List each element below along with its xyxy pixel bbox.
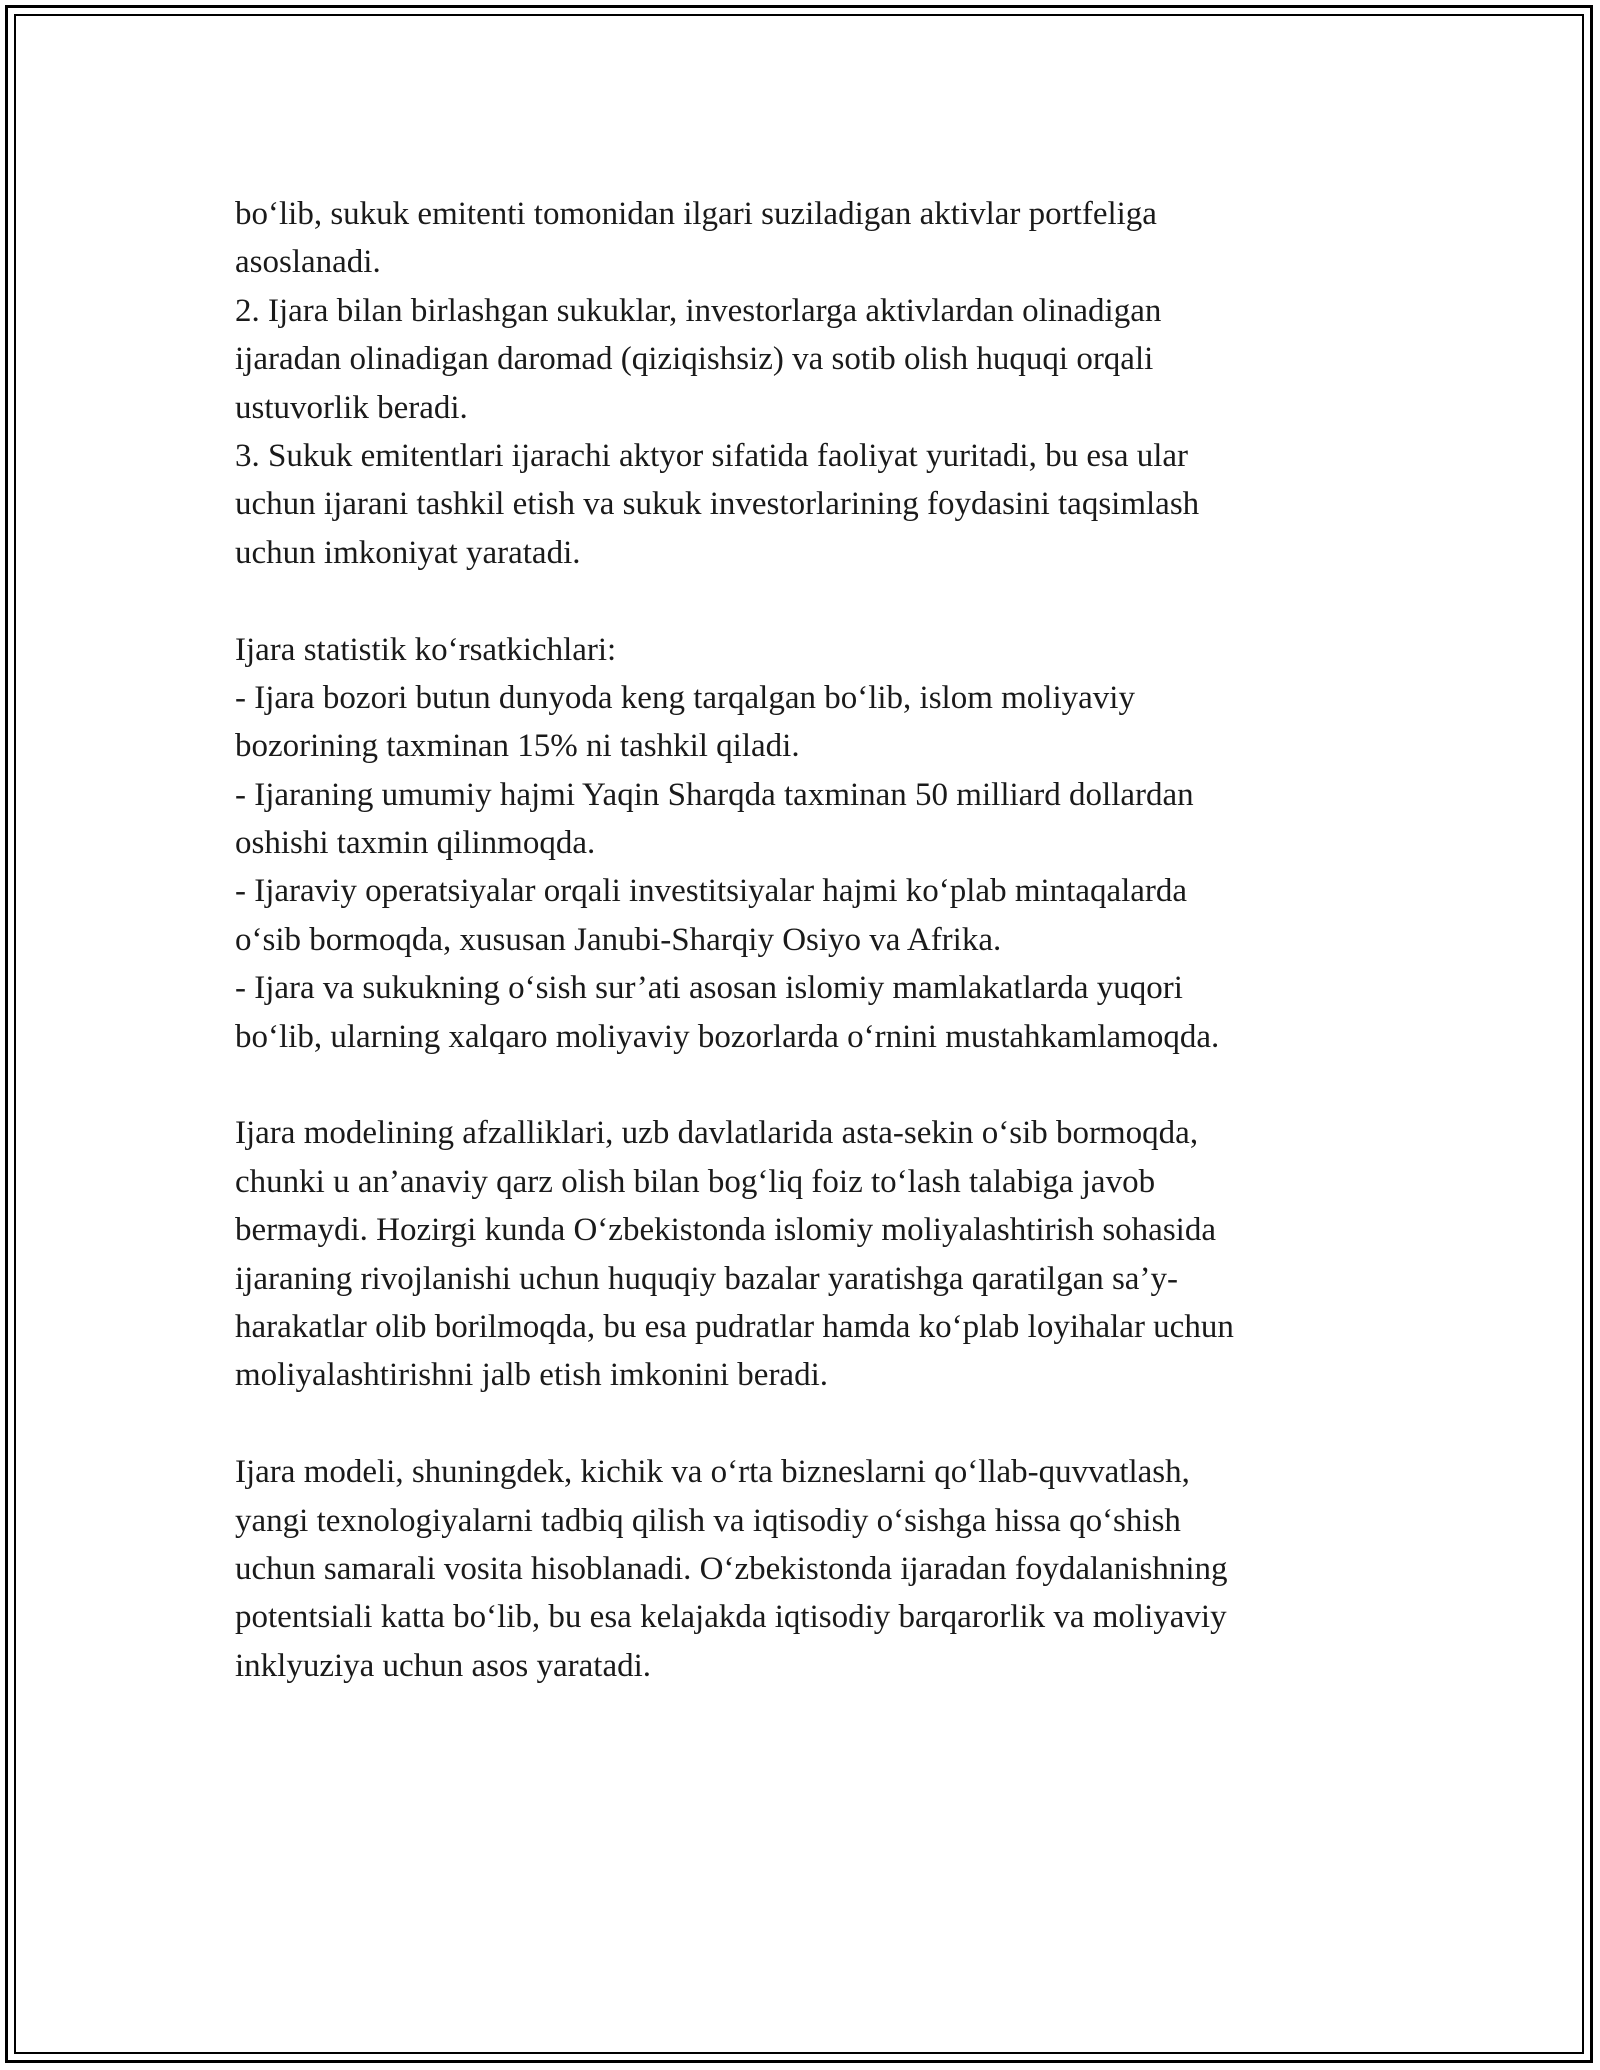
statistics-bullet	[235, 867, 1365, 964]
text-line: Ijara modelining afzalliklari, uzb davlatlarida asta-sekin o‘sib bormoqda,	[235, 1115, 1199, 1152]
text-line: chunki u an’anaviy qarz olish bilan bog‘liq foiz to‘lash talabiga javob	[235, 1163, 1156, 1200]
text-line: bo‘lib, ularning xalqaro moliyaviy bozorlarda o‘rnini mustahkamlamoqda.	[235, 1018, 1220, 1055]
statistics-section	[235, 626, 1365, 1062]
statistics-heading: Ijara statistik ko‘rsatkichlari:	[235, 631, 617, 668]
text-line: - Ijaraviy operatsiyalar orqali investitsiyalar hajmi ko‘plab mintaqalarda	[235, 873, 1188, 910]
paragraph-gap	[235, 577, 1365, 625]
text-line: uchun imkoniyat yaratadi.	[235, 534, 581, 571]
text-line: - Ijara bozori butun dunyoda keng tarqalgan bo‘lib, islom moliyaviy	[235, 679, 1135, 716]
text-line: Ijara modeli, shuningdek, kichik va o‘rta bizneslarni qo‘llab-quvvatlash,	[235, 1454, 1190, 1491]
text-line: ijaradan olinadigan daromad (qiziqishsiz) va sotib olish huquqi orqali	[235, 341, 1154, 378]
text-line: uchun samarali vosita hisoblanadi. O‘zbekistonda ijaradan foydalanishning	[235, 1550, 1228, 1587]
text-line: harakatlar olib borilmoqda, bu esa pudratlar hamda ko‘plab loyihalar uchun	[235, 1308, 1234, 1345]
text-line: ustuvorlik beradi.	[235, 389, 468, 426]
statistics-bullet	[235, 964, 1365, 1061]
text-line: ijaraning rivojlanishi uchun huquqiy bazalar yaratishga qaratilgan sa’y-	[235, 1260, 1178, 1297]
numbered-item-2	[235, 287, 1365, 432]
paragraph-gap	[235, 1061, 1365, 1109]
text-line: 2. Ijara bilan birlashgan sukuklar, investorlarga aktivlardan olinadigan	[235, 292, 1162, 329]
document-body	[235, 190, 1365, 1690]
statistics-bullet	[235, 771, 1365, 868]
numbered-item-3	[235, 432, 1365, 577]
text-line: - Ijaraning umumiy hajmi Yaqin Sharqda taxminan 50 milliard dollardan	[235, 776, 1194, 813]
text-line: bo‘lib, sukuk emitenti tomonidan ilgari suziladigan aktivlar portfeliga	[235, 196, 1157, 232]
statistics-bullet	[235, 674, 1365, 771]
text-line: bermaydi. Hozirgi kunda O‘zbekistonda islomiy moliyalashtirish sohasida	[235, 1212, 1216, 1249]
text-line: inklyuziya uchun asos yaratadi.	[235, 1647, 652, 1684]
text-line: o‘sib bormoqda, xususan Janubi-Sharqiy Osiyo va Afrika.	[235, 921, 1002, 958]
text-line: moliyalashtirishni jalb etish imkonini beradi.	[235, 1357, 829, 1394]
text-line: bozorining taxminan 15% ni tashkil qiladi.	[235, 728, 800, 765]
text-line: oshishi taxmin qilinmoqda.	[235, 825, 596, 862]
text-line: asoslanadi.	[235, 244, 381, 281]
text-line: uchun ijarani tashkil etish va sukuk investorlarining foydasini taqsimlash	[235, 486, 1200, 523]
paragraph-gap	[235, 1400, 1365, 1448]
advantages-paragraph	[235, 1109, 1365, 1399]
text-line: yangi texnologiyalarni tadbiq qilish va iqtisodiy o‘sishga hissa qo‘shish	[235, 1502, 1181, 1539]
sme-paragraph	[235, 1448, 1365, 1690]
text-line: potentsiali katta bo‘lib, bu esa kelajakda iqtisodiy barqarorlik va moliyaviy	[235, 1599, 1227, 1636]
text-line: - Ijara va sukukning o‘sish sur’ati asosan islomiy mamlakatlarda yuqori	[235, 970, 1183, 1007]
continuation-paragraph	[235, 190, 1365, 287]
text-line: 3. Sukuk emitentlari ijarachi aktyor sifatida faoliyat yuritadi, bu esa ular	[235, 437, 1189, 474]
